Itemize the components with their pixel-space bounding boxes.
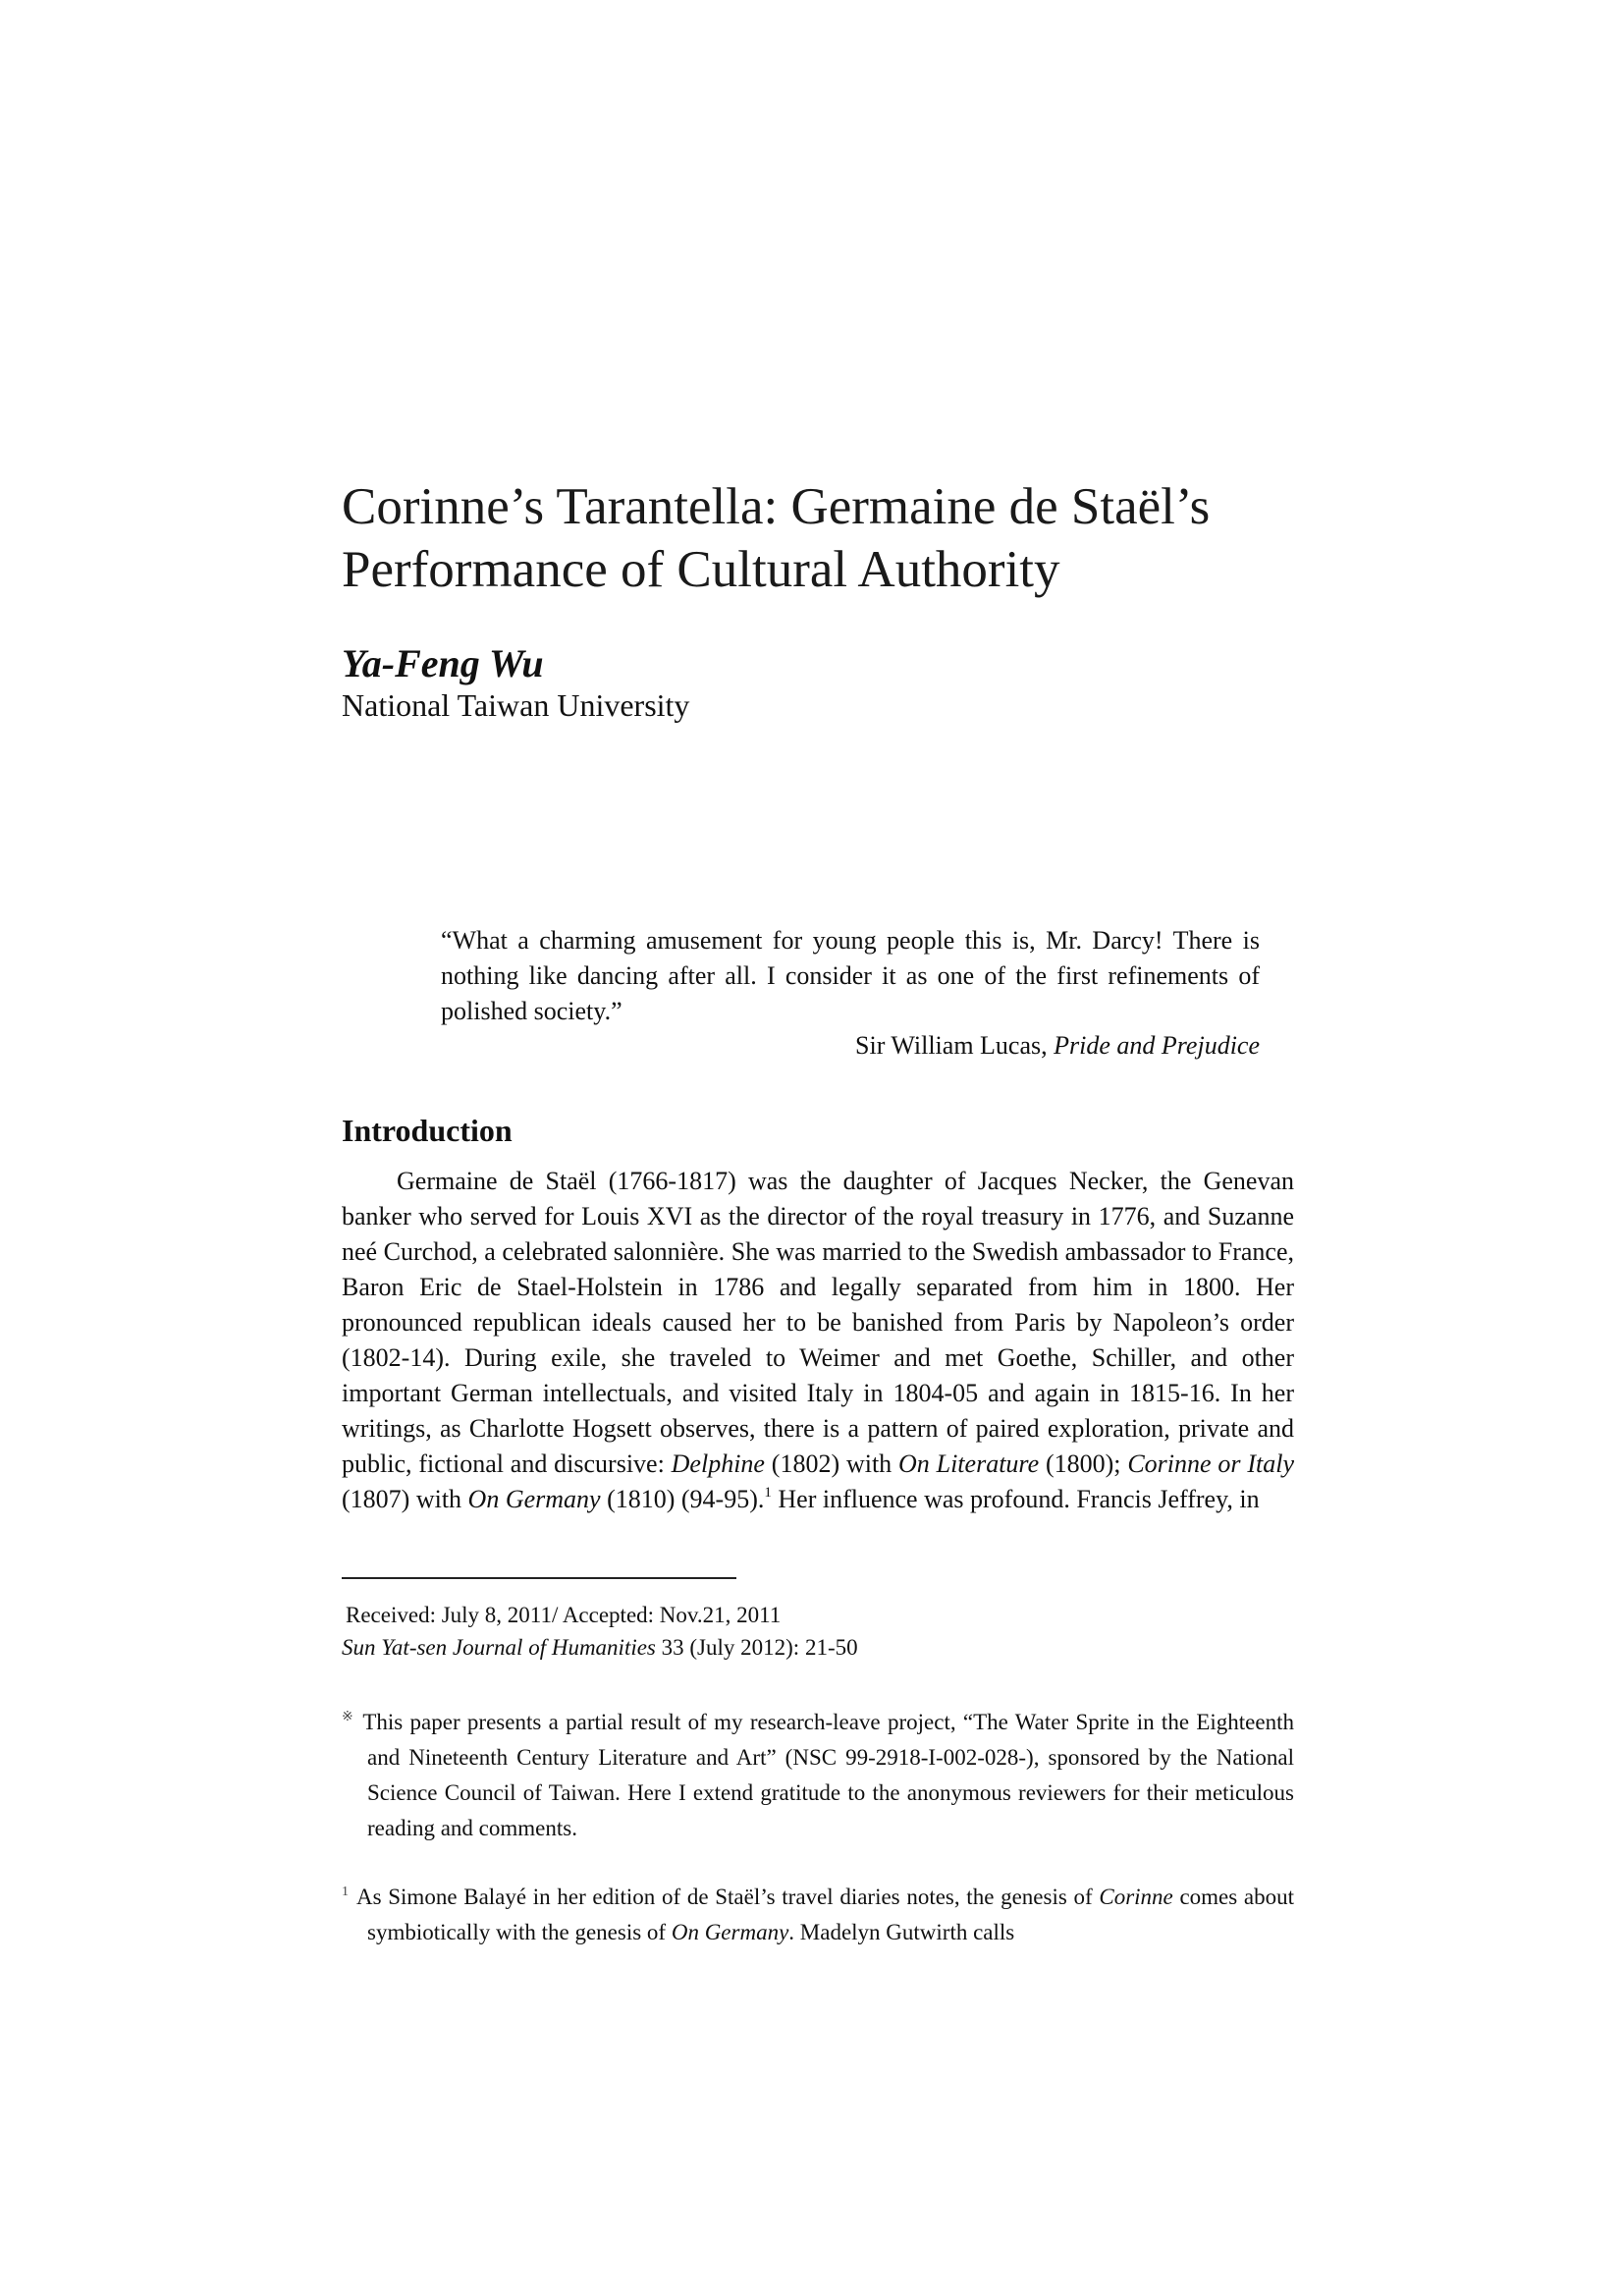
epigraph-attribution: [441, 1031, 1260, 1061]
footnote-1-title-corinne: Corinne: [1099, 1885, 1173, 1909]
para-text-5: (1810) (94-95).: [600, 1485, 765, 1513]
footnote-1-text-a: As Simone Balayé in her edition of de Staël’s travel diaries notes, the genesis of: [356, 1885, 1100, 1909]
epigraph-quote: “What a charming amusement for young people this is, Mr. Darcy! There is nothing like dancing after all. I consider it as one of the first refinements of polished society.”: [441, 926, 1260, 1025]
article-title: [342, 475, 1324, 601]
journal-name: Sun Yat-sen Journal of Humanities: [342, 1635, 656, 1660]
footnote-1: [342, 1880, 1294, 1950]
footnote-separator: [342, 1577, 736, 1579]
title-line-1: Corinne’s Tarantella: Germaine de Staël’s: [342, 478, 1211, 535]
author-affiliation: National Taiwan University: [342, 687, 690, 723]
acknowledgement-footnote: [342, 1705, 1294, 1846]
footnote-1-mark: 1: [342, 1885, 349, 1899]
para-text-3: (1800);: [1039, 1449, 1128, 1478]
intro-paragraph: [342, 1164, 1294, 1517]
title-delphine: Delphine: [671, 1449, 765, 1478]
section-heading: Introduction: [342, 1113, 513, 1148]
footnote-star-text: This paper presents a partial result of my research-leave project, “The Water Sprite in the Eighteenth and Nineteenth Century Literature and Art” (NSC 99-2918-I-002-028-), sponsored by the National Science Council of Taiwan. Here I extend gratitude to the anonymous reviewers for their meticulous reading and comments.: [362, 1710, 1294, 1840]
title-on-literature: On Literature: [898, 1449, 1040, 1478]
para-text-2: (1802) with: [764, 1449, 899, 1478]
epigraph-speaker: Sir William Lucas,: [855, 1031, 1055, 1060]
received-dates: Received: July 8, 2011/ Accepted: Nov.21, 2011: [346, 1603, 782, 1627]
journal-citation: [342, 1635, 858, 1661]
para-text-1: Germaine de Staël (1766-1817) was the daughter of Jacques Necker, the Genevan banker who served for Louis XVI as the director of the royal treasury in 1776, and Suzanne neé Curchod, a celebrated salonnière. She was married to the Swedish ambassador to France, Baron Eric de Stael-Holstein in 1786 and legally separated from him in 1800. Her pronounced republican ideals caused her to be banished from Paris by Napoleon’s order (1802-14). During exile, she traveled to Weimer and met Goethe, Schiller, and other important German intellectuals, and visited Italy in 1804-05 and again in 1815-16. In her writings, as Charlotte Hogsett observes, there is a pattern of paired exploration, private and public, fictional and discursive:: [342, 1167, 1294, 1478]
journal-details: 33 (July 2012): 21-50: [655, 1635, 858, 1660]
para-text-6: Her influence was profound. Francis Jeffrey, in: [771, 1485, 1260, 1513]
author-name: Ya-Feng Wu: [342, 641, 544, 685]
epigraph-source: Pride and Prejudice: [1054, 1031, 1260, 1060]
title-corinne-or-italy: Corinne or Italy: [1127, 1449, 1294, 1478]
title-line-2: Performance of Cultural Authority: [342, 541, 1060, 598]
footnote-1-text-c: . Madelyn Gutwirth calls: [788, 1920, 1015, 1944]
footnote-star-mark: ※: [342, 1710, 355, 1724]
title-on-germany: On Germany: [467, 1485, 601, 1513]
para-text-4: (1807) with: [342, 1485, 468, 1513]
footnote-1-text-b: comes about symbiotically with the genesis of: [367, 1885, 1294, 1944]
footnote-reference: 1: [764, 1485, 772, 1501]
footnote-1-title-on-germany: On Germany: [671, 1920, 789, 1944]
